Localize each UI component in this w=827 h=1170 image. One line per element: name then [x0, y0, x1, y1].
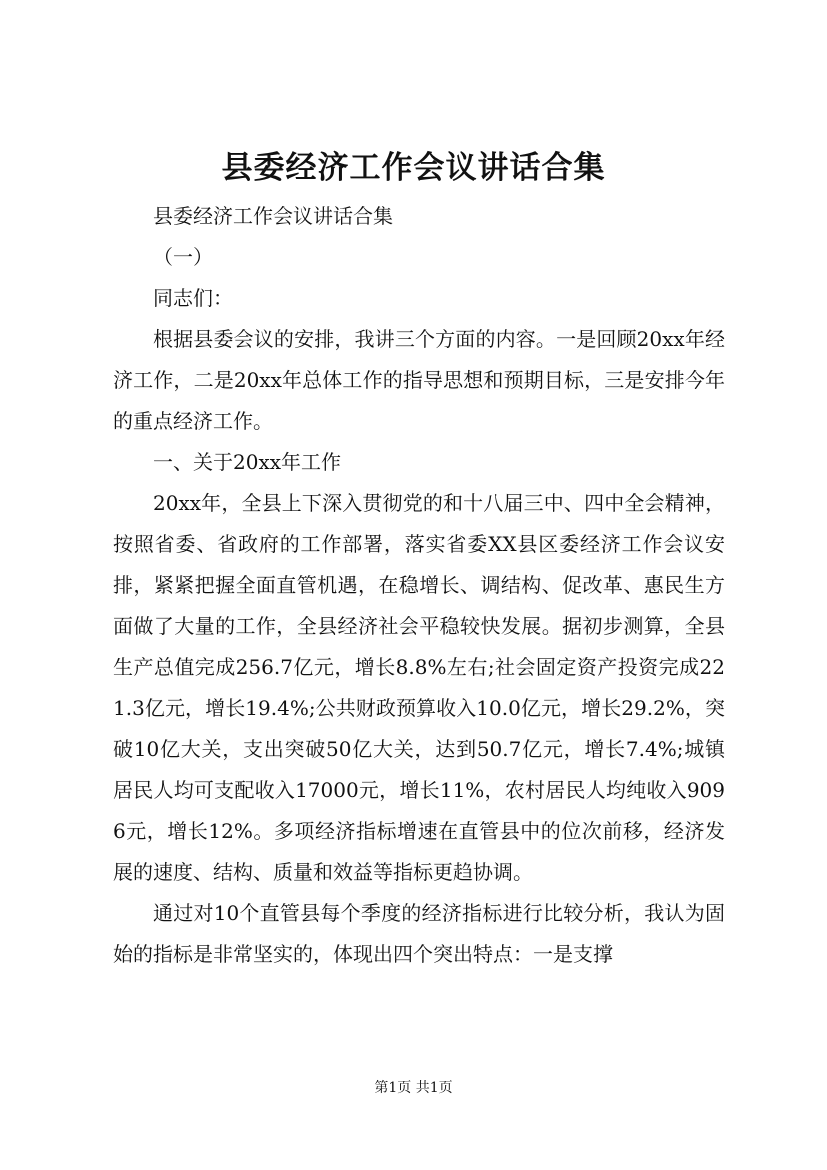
page-footer: 第1页 共1页	[374, 1080, 453, 1096]
document-title: 县委经济工作会议讲话合集	[221, 150, 606, 186]
paragraph-subtitle: 县委经济工作会议讲话合集	[153, 204, 393, 228]
paragraph-analysis: 通过对10个直管县每个季度的经济指标进行比较分析，我认为固始的指标是非常坚实的，体现出四个突出特点：一是支撑	[113, 901, 725, 966]
paragraph-heading-1: 一、关于20xx年工作	[153, 450, 342, 474]
paragraph-intro: 根据县委会议的安排，我讲三个方面的内容。一是回顾20xx年经济工作，二是20xx年总体工作的指导思想和预期目标，三是安排今年的重点经济工作。	[113, 327, 725, 433]
paragraph-section-number: （一）	[153, 245, 213, 269]
paragraph-salutation: 同志们：	[153, 286, 233, 310]
paragraph-review: 20xx年，全县上下深入贯彻党的和十八届三中、四中全会精神，按照省委、省政府的工作部署，落实省委XX县区委经济工作会议安排，紧紧把握全面直管机遇，在稳增长、调结构、促改革、惠民生方面做了大量的工作，全县经济社会平稳较快发展。据初步测算，全县生产总值完成256.7亿元，增长8.8%左右;社会固定资产投资完成221.3亿元，增长19.4%;公共财政预算收入10.0亿元，增长29.2%，突破10亿大关，支出突破50亿大关，达到50.7亿元，增长7.4%;城镇居民人均可支配收入17000元，增长11%，农村居民人均纯收入9096元，增长12%。多项经济指标增速在直管县中的位次前移，经济发展的速度、结构、质量和效益等指标更趋协调。	[113, 491, 725, 884]
document-body	[113, 196, 725, 975]
